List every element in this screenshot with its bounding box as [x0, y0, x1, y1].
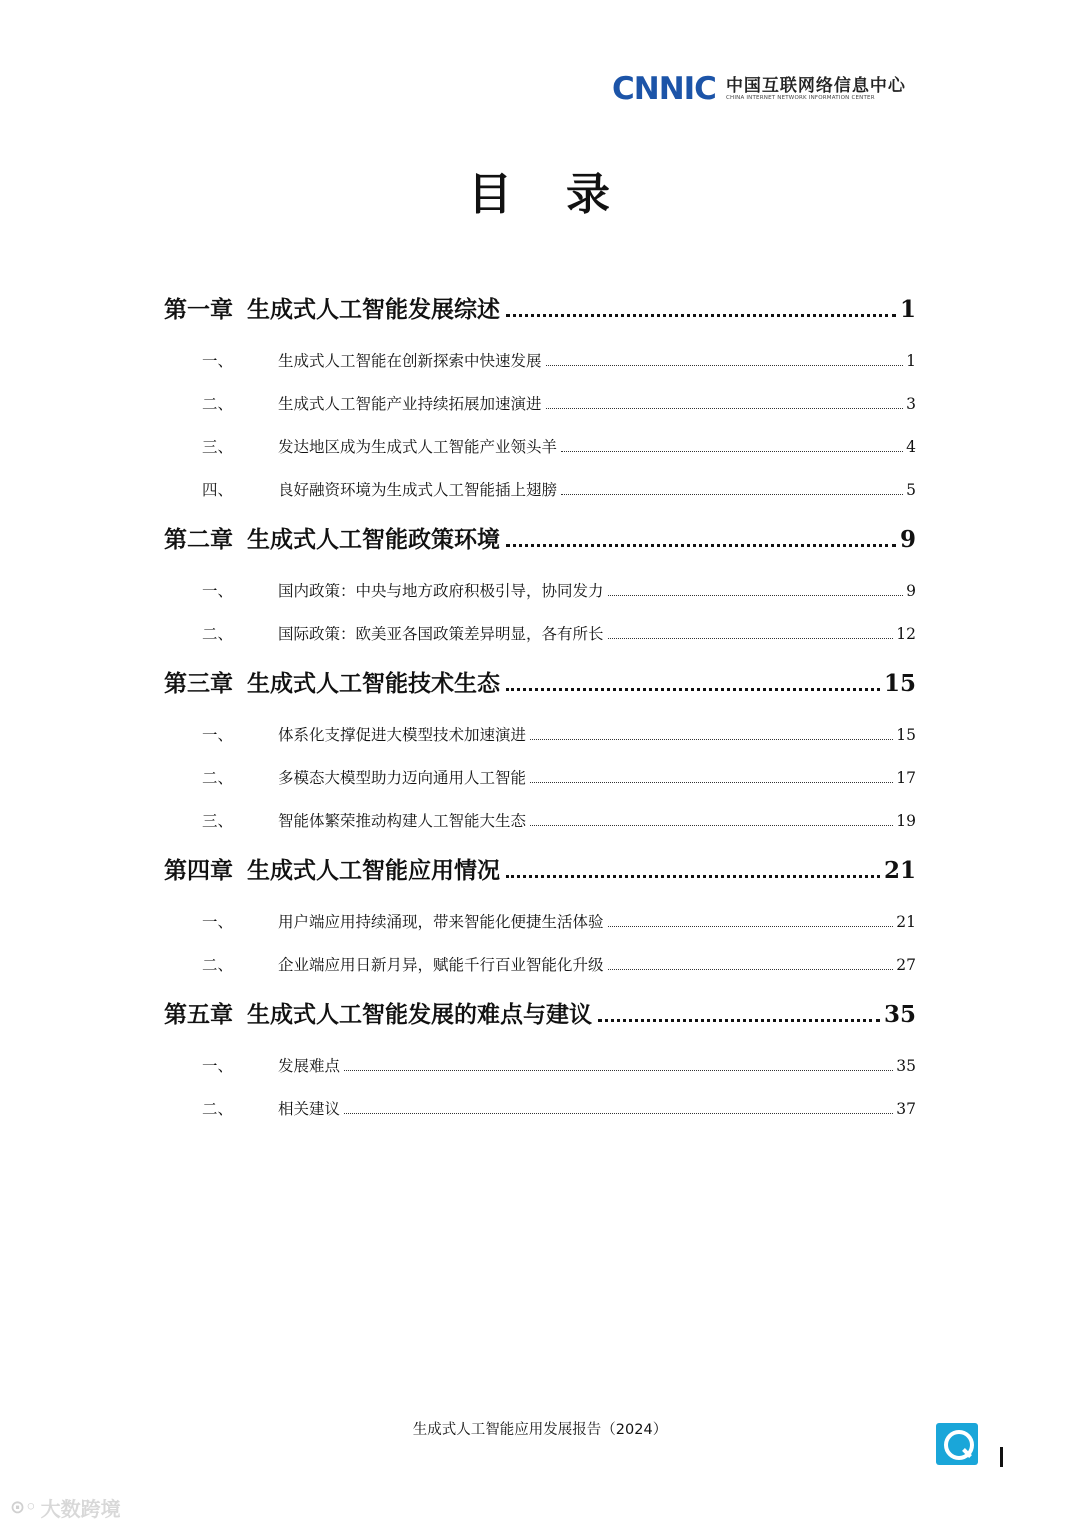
- toc-section-entry[interactable]: [164, 1054, 916, 1097]
- dot-leader: [506, 875, 880, 878]
- section-title: 发达地区成为生成式人工智能产业领头羊: [278, 438, 558, 456]
- page-number-bar: [1000, 1447, 1003, 1467]
- dot-leader: [530, 739, 893, 740]
- section-number: 一、: [202, 726, 234, 744]
- page-title: [0, 158, 1080, 222]
- toc-chapter-entry[interactable]: [164, 852, 916, 896]
- chapter-label: 第一章: [164, 297, 233, 323]
- section-number: 二、: [202, 1100, 234, 1118]
- toc-section-entry[interactable]: [164, 910, 916, 953]
- dot-leader: [530, 782, 893, 783]
- logo-chinese-name: 中国互联网络信息中心: [725, 75, 906, 96]
- section-title: 智能体繁荣推动构建人工智能大生态: [278, 812, 527, 830]
- toc-section-entry[interactable]: [164, 622, 916, 665]
- section-title: 发展难点: [278, 1057, 341, 1075]
- section-page-number: 15: [896, 726, 916, 744]
- chapter-label: 第四章: [164, 858, 233, 884]
- toc-section-entry[interactable]: [164, 766, 916, 809]
- logo-mark: CNNIC: [612, 71, 716, 107]
- section-page-number: 5: [906, 481, 916, 499]
- section-title: 国际政策：欧美亚各国政策差异明显，各有所长: [278, 625, 604, 643]
- section-page-number: 1: [906, 352, 916, 370]
- dot-leader: [608, 638, 894, 639]
- chapter-title: 生成式人工智能技术生态: [247, 671, 500, 697]
- toc-section-entry[interactable]: [164, 478, 916, 521]
- page-title-part2: 录: [566, 169, 612, 220]
- magnifier-logo-icon: [936, 1423, 978, 1465]
- toc-section-entry[interactable]: [164, 435, 916, 478]
- section-number: 三、: [202, 812, 234, 830]
- dot-leader: [608, 969, 894, 970]
- dot-leader: [506, 688, 880, 691]
- section-page-number: 4: [906, 438, 916, 456]
- chapter-label: 第五章: [164, 1002, 233, 1028]
- logo-english-name: CHINA INTERNET NETWORK INFORMATION CENTER: [725, 95, 875, 102]
- table-of-contents: [164, 291, 916, 1140]
- toc-chapter-entry[interactable]: [164, 521, 916, 565]
- section-title: 生成式人工智能产业持续拓展加速演进: [278, 395, 542, 413]
- chapter-page-number: 15: [883, 670, 916, 697]
- chapter-title: 生成式人工智能发展的难点与建议: [247, 1002, 592, 1028]
- page-footer: 生成式人工智能应用发展报告（2024）: [412, 1422, 668, 1438]
- section-number: 二、: [202, 769, 234, 787]
- section-page-number: 12: [896, 625, 916, 643]
- toc-section-entry[interactable]: [164, 392, 916, 435]
- dot-leader: [608, 595, 904, 596]
- section-number: 一、: [202, 1057, 234, 1075]
- section-title: 良好融资环境为生成式人工智能插上翅膀: [278, 481, 558, 499]
- section-page-number: 27: [896, 956, 916, 974]
- chapter-page-number: 21: [883, 857, 916, 884]
- section-title: 体系化支撑促进大模型技术加速演进: [278, 726, 527, 744]
- watermark: [10, 1493, 121, 1522]
- dot-leader: [506, 544, 896, 547]
- toc-section-entry[interactable]: [164, 953, 916, 996]
- toc-section-entry[interactable]: [164, 349, 916, 392]
- section-page-number: 9: [906, 582, 916, 600]
- dot-leader: [506, 314, 896, 317]
- dot-leader: [530, 825, 893, 826]
- chapter-label: 第三章: [164, 671, 233, 697]
- section-title: 企业端应用日新月异，赋能千行百业智能化升级: [278, 956, 604, 974]
- dot-leader: [546, 408, 904, 409]
- section-page-number: 19: [896, 812, 916, 830]
- chapter-title: 生成式人工智能发展综述: [247, 297, 500, 323]
- toc-section-entry[interactable]: [164, 1097, 916, 1140]
- section-page-number: 21: [896, 913, 916, 931]
- toc-section-entry[interactable]: [164, 809, 916, 852]
- section-title: 多模态大模型助力迈向通用人工智能: [278, 769, 527, 787]
- toc-section-entry[interactable]: [164, 723, 916, 766]
- toc-section-entry[interactable]: [164, 579, 916, 622]
- dot-leader: [608, 926, 894, 927]
- section-number: 四、: [202, 481, 234, 499]
- dot-leader: [561, 494, 903, 495]
- section-number: 二、: [202, 956, 234, 974]
- watermark-logo-icon: ⊙◦: [10, 1497, 37, 1518]
- dot-leader: [546, 365, 904, 366]
- toc-chapter-entry[interactable]: [164, 996, 916, 1040]
- chapter-title: 生成式人工智能应用情况: [247, 858, 500, 884]
- section-number: 一、: [202, 352, 234, 370]
- dot-leader: [344, 1070, 893, 1071]
- chapter-page-number: 35: [883, 1001, 916, 1028]
- toc-chapter-entry[interactable]: [164, 665, 916, 709]
- chapter-label: 第二章: [164, 527, 233, 553]
- watermark-text: 大数跨境: [40, 1497, 121, 1521]
- dot-leader: [561, 451, 903, 452]
- section-page-number: 17: [896, 769, 916, 787]
- logo-text: [726, 77, 906, 103]
- section-title: 用户端应用持续涌现，带来智能化便捷生活体验: [278, 913, 604, 931]
- section-number: 二、: [202, 625, 234, 643]
- dot-leader: [344, 1113, 893, 1114]
- dot-leader: [598, 1019, 880, 1022]
- section-title: 国内政策：中央与地方政府积极引导，协同发力: [278, 582, 604, 600]
- section-title: 相关建议: [278, 1100, 341, 1118]
- toc-chapter-entry[interactable]: [164, 291, 916, 335]
- chapter-page-number: 1: [899, 296, 916, 323]
- cnnic-logo: [612, 71, 906, 107]
- section-number: 一、: [202, 913, 234, 931]
- page-title-part1: 目: [468, 169, 514, 220]
- section-page-number: 35: [896, 1057, 916, 1075]
- section-page-number: 3: [906, 395, 916, 413]
- chapter-title: 生成式人工智能政策环境: [247, 527, 500, 553]
- section-title: 生成式人工智能在创新探索中快速发展: [278, 352, 542, 370]
- section-number: 二、: [202, 395, 234, 413]
- section-page-number: 37: [896, 1100, 916, 1118]
- section-number: 三、: [202, 438, 234, 456]
- chapter-page-number: 9: [899, 526, 916, 553]
- section-number: 一、: [202, 582, 234, 600]
